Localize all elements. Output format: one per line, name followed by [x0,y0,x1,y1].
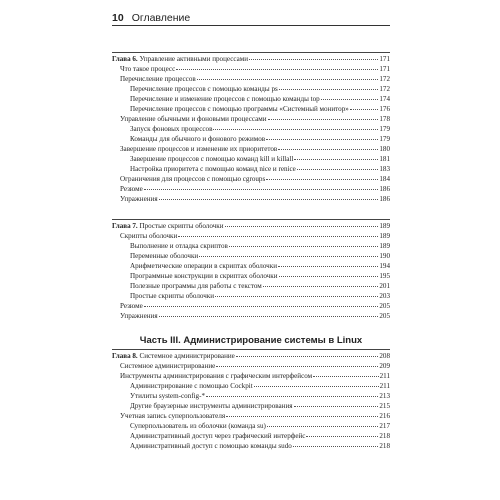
toc-page-number: 174 [379,95,390,103]
toc-page-number: 184 [379,175,390,183]
dot-leader [229,240,378,247]
dot-leader [263,280,379,287]
toc-page-number: 179 [379,135,390,143]
toc-entry-title: Системное администрирование [120,362,216,370]
toc-entry-title: Команды для обычного и фонового режимов [130,135,266,143]
toc-page-number: 211 [379,382,390,390]
toc-entry[interactable] [112,441,390,451]
dot-leader [197,73,379,80]
toc-page-number: 203 [379,292,390,300]
toc-entry-title: Суперпользователь из оболочки (команда su) [130,422,266,430]
chapter-title: Системное администрирование [137,352,235,360]
dot-leader [267,420,379,427]
chapter-label: Глава 6. [112,55,138,63]
dot-leader [350,103,379,110]
dot-leader [159,193,379,200]
page-number: 10 [112,12,124,24]
toc-page-number: 205 [379,312,390,320]
dot-leader [199,250,378,257]
dot-leader [144,300,379,307]
dot-leader [313,370,378,377]
dot-leader [306,430,378,437]
toc-page-number: 213 [379,392,390,400]
dot-leader [294,153,378,160]
toc-entry-title: Скрипты оболочки [120,232,178,240]
toc-entry-title: Другие браузерные инструменты администрирования [130,402,293,410]
dot-leader [266,133,378,140]
toc-entry-title: Выполнение и отладка скриптов [130,242,228,250]
toc-page-number: 218 [379,442,390,450]
toc-entry-title: Упражнения [120,195,158,203]
dot-leader [254,380,379,387]
toc-page-number: 186 [379,185,390,193]
toc-entry-title: Резюме [120,185,143,193]
chapter-label: Глава 8. [112,352,138,360]
dot-leader [279,270,379,277]
toc-page-number: 215 [379,402,390,410]
dot-leader [297,163,379,170]
dot-leader [216,360,378,367]
toc-entry-title: Перечисление и изменение процессов с помощью команды top [130,95,320,103]
chapter-label: Глава 7. [112,222,138,230]
toc-entry-title: Программные конструкции в скриптах оболочки [130,272,278,280]
running-header-title: Оглавление [131,12,191,24]
chapter-title: Управление активными процессами [137,55,249,63]
toc-page-number: 218 [379,432,390,440]
toc-page-number: 189 [379,242,390,250]
dot-leader [268,113,379,120]
toc-page-number: 217 [379,422,390,430]
dot-leader [321,93,379,100]
toc-entry-title: Что такое процесс [120,65,176,73]
dot-leader [225,220,379,227]
toc-entry-title: Резюме [120,302,143,310]
toc-page-number: 195 [379,272,390,280]
part-heading: Часть III. Администрирование системы в Linux [139,335,363,346]
dot-leader [176,63,378,70]
toc-entry-title: Управление обычными и фоновыми процессами [120,115,267,123]
toc-entry-title: Административный доступ с помощью команды sudo [130,442,292,450]
toc-entry-title: Завершение процессов с помощью команд kill и killall [130,155,294,163]
toc-page-number: 209 [379,362,390,370]
toc-entry-title: Утилиты system-config-* [130,392,205,400]
toc-page-number: 216 [379,412,390,420]
toc-entry-title: Простые скрипты оболочки [130,292,215,300]
dot-leader [215,290,378,297]
toc-page-number: 172 [379,75,390,83]
toc-entry-title: Упражнения [120,312,158,320]
dot-leader [236,350,379,357]
toc-entry-title: Запуск фоновых процессов [130,125,213,133]
chapter-title: Простые скрипты оболочки [137,222,224,230]
toc-page-number: 172 [379,85,390,93]
toc-entry-title: Переменные оболочки [130,252,199,260]
toc-entry-title: Инструменты администрирования с графическим интерфейсом [120,372,313,380]
dot-leader [226,410,378,417]
dot-leader [279,83,379,90]
dot-leader [278,260,378,267]
toc-page-number: 178 [379,115,390,123]
toc-page-number: 183 [379,165,390,173]
toc-page-number: 189 [379,232,390,240]
toc-entry-title: Ограничения для процессов с помощью cgroups [120,175,266,183]
toc-entry-title: Учетная запись суперпользователя [120,412,226,420]
dot-leader [213,123,378,130]
dot-leader [144,183,379,190]
toc-page-number: 190 [379,252,390,260]
dot-leader [293,440,379,447]
toc-page-number: 201 [379,282,390,290]
toc-page-number: 176 [379,105,390,113]
toc-page-number: 208 [379,352,390,360]
toc-page-number: 194 [379,262,390,270]
toc-entry-title: Административный доступ через графический интерфейс [130,432,306,440]
running-header [112,12,390,24]
toc-page-number: 205 [379,302,390,310]
toc-page-number: 179 [379,125,390,133]
toc-entry-title: Настройка приоритета с помощью команд nice и renice [130,165,296,173]
toc-page-number: 171 [379,55,390,63]
dot-leader [278,143,378,150]
toc-page-number: 211 [379,372,390,380]
toc-entry-title: Перечисление процессов [120,75,196,83]
toc-entry-title: Завершение процессов и изменение их приоритетов [120,145,278,153]
toc-page-number: 189 [379,222,390,230]
dot-leader [178,230,378,237]
toc-page-number: 180 [379,145,390,153]
toc-page-number: 171 [379,65,390,73]
toc-page-number: 181 [379,155,390,163]
toc-page-number: 186 [379,195,390,203]
toc-entry[interactable] [112,94,390,104]
toc-entry[interactable] [112,194,390,204]
toc-entry[interactable] [112,311,390,321]
toc-entry-title: Администрирование с помощью Cockpit [130,382,253,390]
toc-entry-title: Перечисление процессов с помощью команды ps [130,85,278,93]
dot-leader [206,390,378,397]
dot-leader [159,310,379,317]
toc-entry-title: Перечисление процессов с помощью программы «Системный монитор» [130,105,349,113]
dot-leader [249,53,378,60]
dot-leader [266,173,378,180]
chapter8-toc [112,351,390,451]
chapter6-toc [112,54,390,204]
toc-entry-title: Полезные программы для работы с текстом [130,282,262,290]
toc-entry-title: Арифметические операции в скриптах оболочки [130,262,277,270]
chapter7-toc [112,221,390,321]
dot-leader [294,400,379,407]
header-rule [112,25,390,26]
